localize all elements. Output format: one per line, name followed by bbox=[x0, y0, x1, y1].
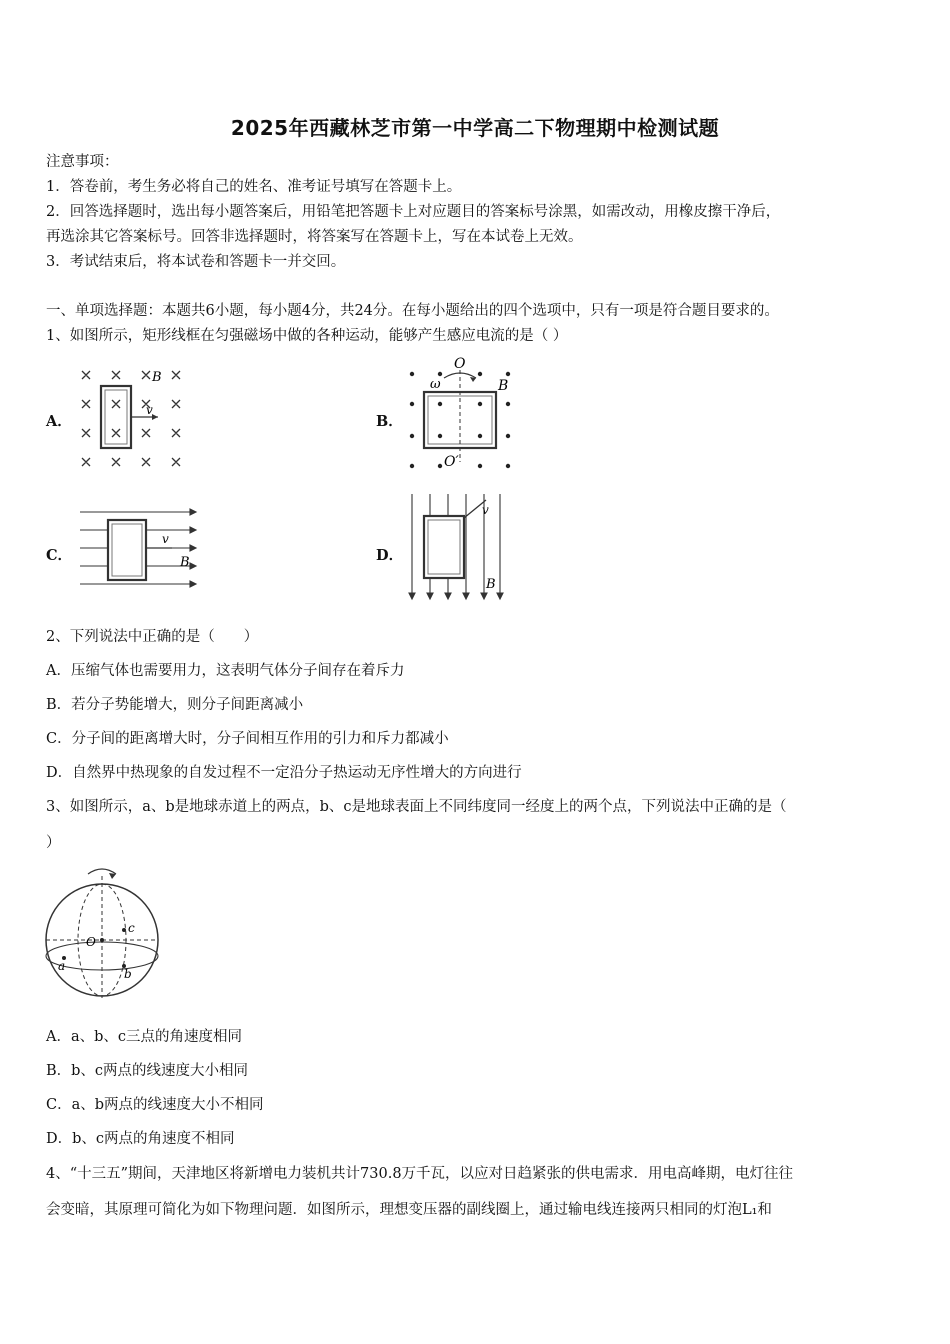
q2-option-a: A．压缩气体也需要用力，这表明气体分子间存在着斥力 bbox=[46, 663, 405, 679]
q1-option-d-label: D． bbox=[376, 547, 404, 564]
q3-option-d: D．b、c两点的角速度不相同 bbox=[46, 1131, 235, 1147]
field-label: B bbox=[486, 577, 496, 592]
q3-earth-figure bbox=[40, 862, 170, 1002]
question-3-stem-end: ） bbox=[46, 835, 61, 851]
notice-item: 3．考试结束后，将本试卷和答题卡一并交回。 bbox=[46, 254, 346, 270]
page-title: 2025年西藏林芝市第一中学高二下物理期中检测试题 bbox=[230, 116, 720, 140]
q1-figure-b bbox=[404, 356, 534, 471]
notice-heading: 注意事项： bbox=[46, 154, 119, 170]
question-4-line-1: 4、“十三五”期间，天津地区将新增电力装机共计730.8万千瓦，以应对日趋紧张的供电需求．用电高峰期，电灯往往 bbox=[46, 1166, 794, 1182]
q1-figure-d bbox=[406, 492, 516, 604]
point-b-label: b bbox=[124, 967, 132, 981]
q2-option-c: C．分子间的距离增大时，分子间相互作用的引力和斥力都减小 bbox=[46, 731, 449, 747]
q1-option-a-label: A． bbox=[46, 413, 72, 430]
coil-frame bbox=[108, 520, 146, 580]
notice-item: 2．回答选择题时，选出每小题答案后，用铅笔把答题卡上对应题目的答案标号涂黑，如需改动，用橡皮擦干净后， bbox=[46, 204, 781, 220]
coil-frame bbox=[424, 516, 464, 578]
question-4-line-2: 会变暗，其原理可简化为如下物理问题．如图所示，理想变压器的副线圈上，通过输电线连接两只相同的灯泡L₁和 bbox=[46, 1202, 772, 1218]
rotation-arrow-icon bbox=[88, 869, 116, 874]
velocity-label: v bbox=[162, 532, 169, 546]
notice-item: 再选涂其它答案标号。回答非选择题时，将答案写在答题卡上，写在本试卷上无效。 bbox=[46, 229, 583, 245]
field-label: B bbox=[498, 378, 509, 394]
q3-option-a: A．a、b、c三点的角速度相同 bbox=[46, 1029, 243, 1045]
q2-option-d: D．自然界中热现象的自发过程不一定沿分子热运动无序性增大的方向进行 bbox=[46, 765, 522, 781]
point-c-label: c bbox=[128, 921, 135, 935]
question-1-stem: 1、如图所示，矩形线框在匀强磁场中做的各种运动，能够产生感应电流的是（ ） bbox=[46, 328, 568, 344]
velocity-label: v bbox=[482, 503, 489, 517]
q3-option-c: C．a、b两点的线速度大小不相同 bbox=[46, 1097, 264, 1113]
axis-top-label: O bbox=[454, 356, 466, 372]
omega-label: ω bbox=[430, 377, 441, 392]
q1-option-b-label: B． bbox=[376, 413, 403, 430]
section-heading: 一、单项选择题：本题共6小题，每小题4分，共24分。在每小题给出的四个选项中，只有一项是符合题目要求的。 bbox=[46, 303, 779, 319]
question-2-stem: 2、下列说法中正确的是（ ） bbox=[46, 629, 259, 645]
field-label: B bbox=[180, 555, 190, 570]
axis-bottom-label: O′ bbox=[444, 454, 459, 470]
center-label: O bbox=[86, 935, 96, 949]
q1-figure-a bbox=[76, 362, 206, 472]
q1-option-c-label: C． bbox=[46, 547, 73, 564]
velocity-label: v bbox=[146, 403, 153, 417]
field-label: B bbox=[152, 370, 162, 385]
q2-option-b: B．若分子势能增大，则分子间距离减小 bbox=[46, 697, 304, 713]
q1-figure-c bbox=[78, 506, 208, 596]
question-3-stem: 3、如图所示，a、b是地球赤道上的两点，b、c是地球表面上不同纬度同一经度上的两个点，下列说法中正确的是（ bbox=[46, 799, 787, 815]
q3-option-b: B．b、c两点的线速度大小相同 bbox=[46, 1063, 249, 1079]
notice-item: 1．答卷前，考生务必将自己的姓名、准考证号填写在答题卡上。 bbox=[46, 179, 462, 195]
point-a-label: a bbox=[58, 959, 66, 973]
